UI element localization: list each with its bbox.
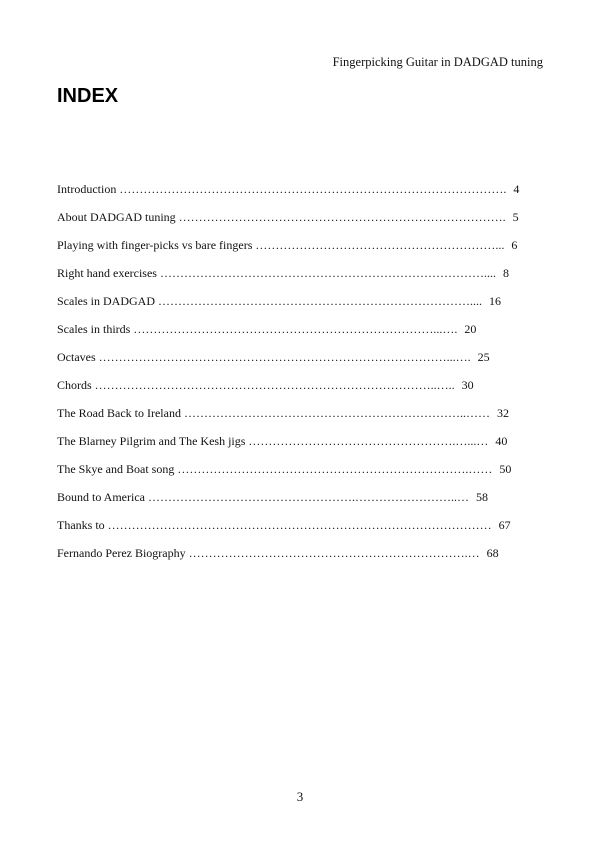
toc-entry-page: 32 xyxy=(496,406,509,420)
toc-entry-leader: …………………………………………………………….… xyxy=(185,546,483,560)
toc-entry xyxy=(57,237,517,265)
toc-entry-page: 58 xyxy=(475,490,488,504)
toc-entry-title: The Road Back to Ireland xyxy=(57,406,181,420)
toc-entry xyxy=(57,461,517,489)
toc-entry xyxy=(57,405,517,433)
toc-entry-leader: …………………………………………………………………………..….. xyxy=(91,378,458,392)
toc-entry xyxy=(57,209,517,237)
toc-entry xyxy=(57,545,517,573)
toc-entry-page: 25 xyxy=(477,350,490,364)
toc-entry-leader: ……………………………………………………………………………………. xyxy=(116,182,510,196)
toc-entry-leader: …………………………………………………………………...…. xyxy=(130,322,461,336)
toc-entry-leader: ……………………………………………………………………….... xyxy=(156,266,499,280)
toc-entry-leader: …………………………………………….……………………..… xyxy=(144,490,472,504)
toc-entry-title: The Blarney Pilgrim and The Kesh jigs xyxy=(57,434,246,448)
toc-entry-title: The Skye and Boat song xyxy=(57,462,175,476)
toc-entry-page: 30 xyxy=(461,378,474,392)
toc-entry-page: 8 xyxy=(502,266,509,280)
toc-entry-leader: ……………………………………………………………….…… xyxy=(174,462,496,476)
toc-entry-page: 40 xyxy=(495,434,508,448)
toc-entry-leader: …………………………………………………………………………………… xyxy=(104,518,495,532)
toc-entry-page: 67 xyxy=(498,518,511,532)
toc-entry-title: Bound to America xyxy=(57,490,145,504)
toc-entry-page: 16 xyxy=(489,294,501,308)
toc-entry xyxy=(57,489,517,517)
toc-entry-page: 20 xyxy=(464,322,477,336)
toc-entry xyxy=(57,265,517,293)
toc-entry xyxy=(57,181,520,209)
toc-entry xyxy=(57,321,517,349)
toc-entry-title: Fernando Perez Biography xyxy=(57,546,186,560)
toc-entry-leader: …………………………………………………………………….... xyxy=(155,294,485,308)
toc-entry-leader: ……………………………………………………………..…… xyxy=(180,406,493,420)
toc-entry-page: 50 xyxy=(499,462,512,476)
toc-entry-title: Scales in thirds xyxy=(57,322,131,336)
toc-entry-page: 68 xyxy=(486,546,499,560)
table-of-contents xyxy=(57,181,520,573)
toc-entry-title: Octaves xyxy=(57,350,96,364)
toc-entry xyxy=(57,517,517,545)
toc-entry-page: 6 xyxy=(511,238,518,252)
toc-entry-title: Thanks to xyxy=(57,518,105,532)
toc-entry xyxy=(57,293,517,321)
toc-entry-page: 4 xyxy=(513,182,520,196)
toc-entry xyxy=(57,433,517,461)
toc-entry-title: About DADGAD tuning xyxy=(57,210,176,224)
toc-entry-title: Right hand exercises xyxy=(57,266,157,280)
page-number: 3 xyxy=(296,789,304,804)
toc-entry xyxy=(57,377,517,405)
running-header: Fingerpicking Guitar in DADGAD tuning xyxy=(332,55,543,69)
toc-entry-leader: ……………………………………………………... xyxy=(252,238,508,252)
index-title: INDEX xyxy=(57,85,119,107)
toc-entry-title: Chords xyxy=(57,378,92,392)
toc-entry xyxy=(57,349,517,377)
toc-entry-leader: ………………………………………………………………………. xyxy=(175,210,509,224)
toc-entry-title: Playing with finger-picks vs bare fingers xyxy=(57,238,253,252)
toc-entry-leader: ……………………………………………………………………………...…. xyxy=(95,350,474,364)
toc-entry-title: Scales in DADGAD xyxy=(57,294,155,308)
toc-entry-title: Introduction xyxy=(57,182,117,196)
toc-entry-leader: …………………………………………….…...… xyxy=(245,434,492,448)
toc-entry-page: 5 xyxy=(512,210,519,224)
